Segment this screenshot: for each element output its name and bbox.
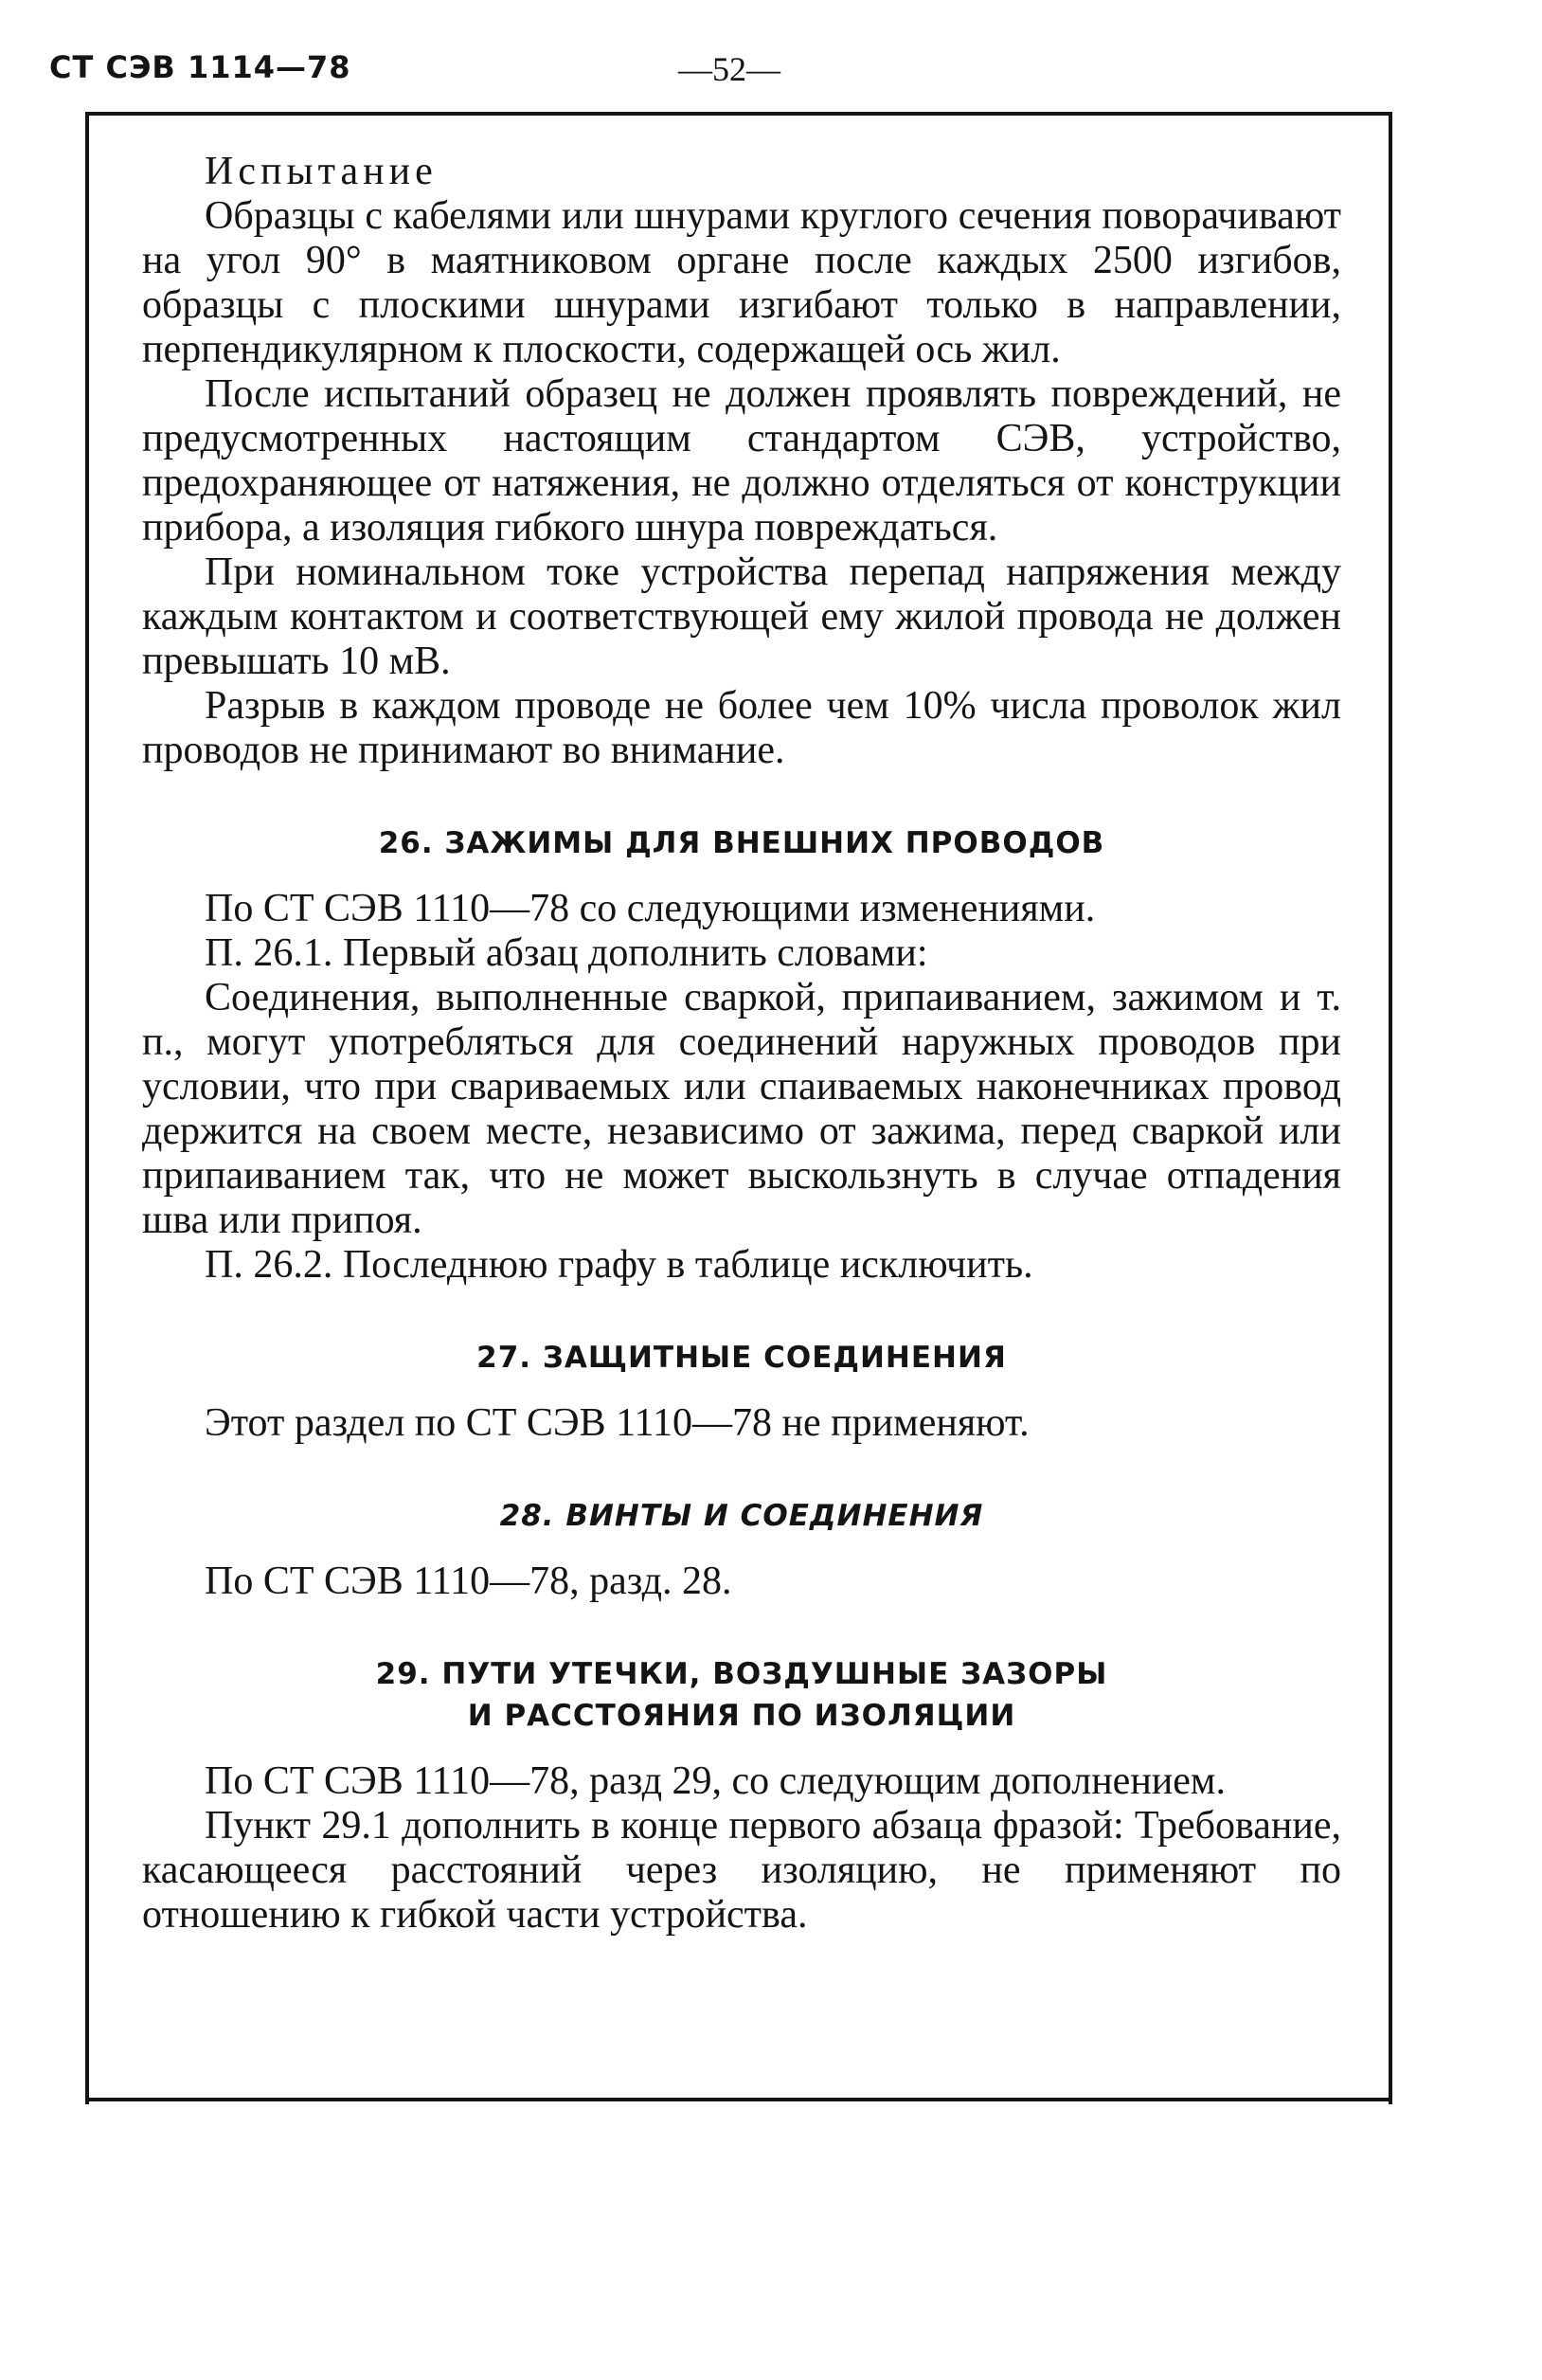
section-paragraph: Пункт 29.1 дополнить в конце первого абзаца фразой: Требование, касающееся расстояний через изоляцию, не применяют по отношению к гибкой части устройства.: [142, 1804, 1341, 1937]
section-28: [142, 1495, 1341, 1604]
section-paragraph: Этот раздел по СТ СЭВ 1110—78 не применяют.: [205, 1401, 1030, 1445]
test-paragraph: При номинальном токе устройства перепад напряжения между каждым контактом и соответствующей ему жилой провода не должен превышать 10 мВ.: [142, 550, 1341, 683]
section-paragraph: По СТ СЭВ 1110—78, разд 29, со следующим дополнением.: [205, 1759, 1226, 1803]
test-paragraph: После испытаний образец не должен проявлять повреждений, не предусмотренных настоящим стандартом СЭВ, устройство, предохраняющее от натяжения, не должно отделяться от конструкции прибора, а изоляция гибкого шнура повреждаться.: [142, 372, 1341, 550]
page-header: [49, 49, 1451, 95]
test-section: [142, 150, 1341, 773]
section-27: [142, 1337, 1341, 1446]
test-paragraph: Разрыв в каждом проводе не более чем 10% числа проволок жил проводов не принимают во внимание.: [142, 684, 1341, 772]
section-26: [142, 822, 1341, 1288]
section-heading: 27. ЗАЩИТНЫЕ СОЕДИНЕНИЯ: [476, 1341, 1007, 1375]
section-29: [142, 1653, 1341, 1938]
section-heading-line-1: 29. ПУТИ УТЕЧКИ, ВОЗДУШНЫЕ ЗАЗОРЫ: [375, 1657, 1108, 1691]
document-body: [142, 150, 1341, 1938]
frame-bottom-rule: [85, 2098, 1392, 2101]
section-paragraph: По СТ СЭВ 1110—78 со следующими изменениями.: [205, 887, 1096, 930]
test-title: Испытание: [205, 150, 438, 193]
section-paragraph: П. 26.2. Последнюю графу в таблице исключить.: [205, 1243, 1033, 1287]
section-paragraph: По СТ СЭВ 1110—78, разд. 28.: [205, 1560, 732, 1603]
section-heading-line-2: И РАССТОЯНИЯ ПО ИЗОЛЯЦИИ: [467, 1699, 1016, 1733]
test-paragraph: Образцы с кабелями или шнурами круглого сечения поворачивают на угол 90° в маятниковом органе после каждых 2500 изгибов, образцы с плоскими шнурами изгибают только в направлении, перпендикулярном к плоскости, содержащей ось жил.: [142, 194, 1341, 371]
page-number: —52—: [678, 50, 780, 88]
section-heading: 26. ЗАЖИМЫ ДЛЯ ВНЕШНИХ ПРОВОДОВ: [378, 826, 1105, 860]
standard-code: СТ СЭВ 1114—78: [49, 49, 351, 85]
section-paragraph: Соединения, выполненные сваркой, припаиванием, зажимом и т. п., могут употребляться для соединений наружных проводов при условии, что при свариваемых или спаиваемых наконечниках провод держится на своем месте, независимо от зажима, перед сваркой или припаиванием так, что не может выскользнуть в случае отпадения шва или припоя.: [142, 976, 1341, 1242]
section-heading: 28. ВИНТЫ И СОЕДИНЕНИЯ: [499, 1499, 984, 1533]
section-paragraph: П. 26.1. Первый абзац дополнить словами:: [205, 931, 928, 975]
